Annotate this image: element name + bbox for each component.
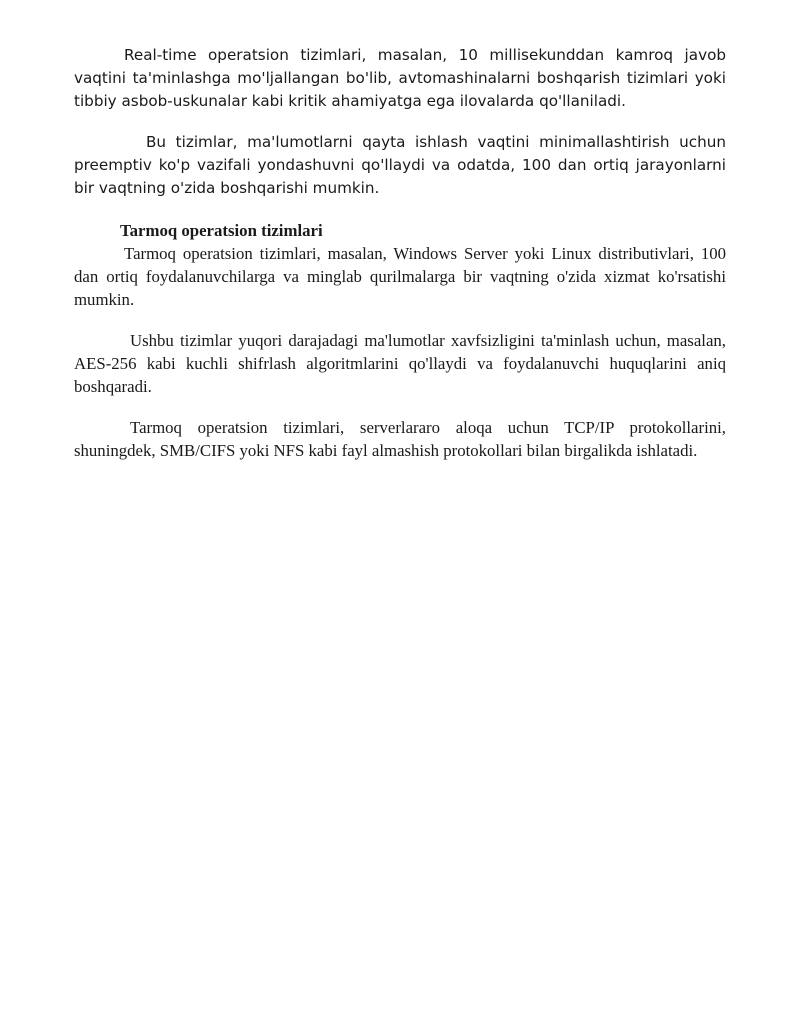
paragraph-security: Ushbu tizimlar yuqori darajadagi ma'lumotlar xavfsizligini ta'minlash uchun, masalan, AES-256 kabi kuchli shifrlash algoritmlarini qo'llaydi va foydalanuvchi huquqlarini aniq boshqaradi.	[74, 331, 726, 396]
paragraph-preemptive-multitasking: Bu tizimlar, ma'lumotlarni qayta ishlash vaqtini minimallashtirish uchun preemptiv ko'p vazifali yondashuvni qo'llaydi va odatda, 100 dan ortiq jarayonlarni bir vaqtning o'zida boshqarishi mumkin.	[74, 133, 726, 197]
paragraph-realtime-os: Real-time operatsion tizimlari, masalan, 10 millisekunddan kamroq javob vaqtini ta'minlashga mo'ljallangan bo'lib, avtomashinalarni boshqarish tizimlari yoki tibbiy asbob-uskunalar kabi kritik ahamiyatga ega ilovalarda qo'llaniladi.	[74, 46, 726, 110]
document-body	[74, 44, 726, 462]
section-heading: Tarmoq operatsion tizimlari	[120, 221, 323, 240]
paragraph-protocols: Tarmoq operatsion tizimlari, serverlararo aloqa uchun TCP/IP protokollarini, shuningdek, SMB/CIFS yoki NFS kabi fayl almashish protokollari bilan birgalikda ishlatadi.	[74, 418, 726, 460]
paragraph-network-os: Tarmoq operatsion tizimlari, masalan, Windows Server yoki Linux distributivlari, 100 dan ortiq foydalanuvchilarga va minglab qurilmalarga bir vaqtning o'zida xizmat ko'rsatishi mumkin.	[74, 244, 726, 309]
